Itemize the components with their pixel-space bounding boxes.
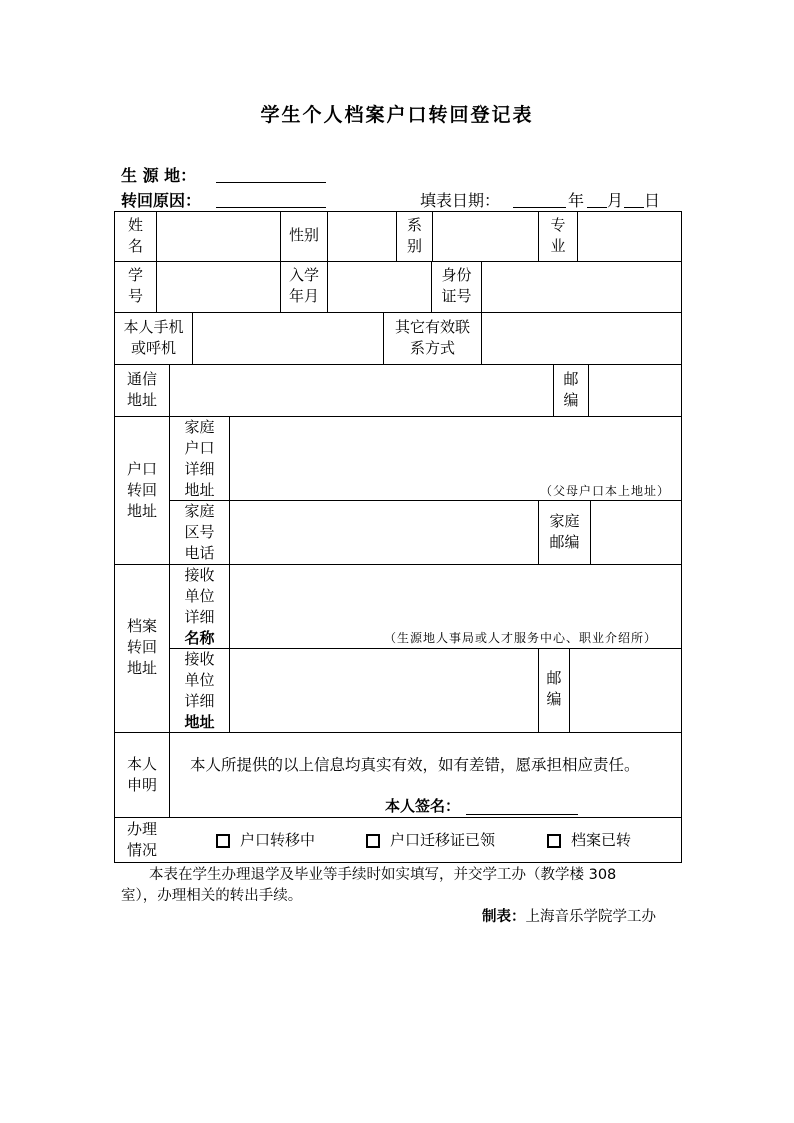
checkbox-icon[interactable] xyxy=(216,834,230,848)
origin-label: 生 源 地： xyxy=(121,166,197,185)
enroll-field[interactable] xyxy=(328,262,431,312)
major-field[interactable] xyxy=(578,212,681,261)
month-label: 月 xyxy=(607,191,624,210)
signature-label: 本人签名： xyxy=(385,797,461,815)
footer-note-line2: 室），办理相关的转出手续。 xyxy=(121,888,303,904)
declaration-text: 本人所提供的以上信息均真实有效，如有差错，愿承担相应责任。 xyxy=(190,756,640,774)
form-title: 学生个人档案户口转回登记表 xyxy=(260,104,534,126)
name-field[interactable] xyxy=(157,212,280,261)
name-label: 姓 名 xyxy=(127,216,143,255)
id-no-label: 身份 证号 xyxy=(441,266,472,305)
hukou-label: 户口 转回 地址 xyxy=(126,460,157,520)
home-addr-note: （父母户口本上地址） xyxy=(540,484,671,498)
footer-note-line1: 本表在学生办理退学及毕业等手续时如实填写，并交学工办（教学楼 308 xyxy=(149,867,617,883)
day-label: 日 xyxy=(644,191,661,210)
home-addr-label: 家庭 户口 详细 地址 xyxy=(184,418,215,499)
reason-field[interactable] xyxy=(216,191,326,208)
checkbox-icon[interactable] xyxy=(547,834,561,848)
mobile-label: 本人手机 或呼机 xyxy=(123,318,184,357)
day-field[interactable] xyxy=(624,191,644,208)
gender-field[interactable] xyxy=(328,212,396,261)
maker-name: 上海音乐学院学工办 xyxy=(525,909,656,925)
date-label: 填表日期： xyxy=(420,191,501,210)
enroll-label: 入学 年月 xyxy=(288,266,319,305)
home-postcode-field[interactable] xyxy=(591,501,681,564)
checkbox-icon[interactable] xyxy=(366,834,380,848)
mobile-field[interactable] xyxy=(193,313,383,364)
status-option-hukou-moving[interactable] xyxy=(216,829,315,850)
origin-field[interactable] xyxy=(216,166,326,183)
option-label: 户口转移中 xyxy=(240,831,316,849)
gender-label: 性别 xyxy=(288,226,319,244)
student-no-field[interactable] xyxy=(157,262,280,312)
unit-name-note: （生源地人事局或人才服务中心、职业介绍所） xyxy=(384,631,658,645)
maker-label: 制表： xyxy=(482,909,526,925)
dept-field[interactable] xyxy=(433,212,538,261)
address-field[interactable] xyxy=(170,365,553,416)
postcode-field[interactable] xyxy=(589,365,681,416)
home-phone-label: 家庭 区号 电话 xyxy=(184,502,215,562)
home-phone-field[interactable] xyxy=(230,501,538,564)
declaration-label: 本人 申明 xyxy=(126,755,157,794)
year-field[interactable] xyxy=(513,191,566,208)
major-label: 专 业 xyxy=(550,216,566,255)
unit-addr-field[interactable] xyxy=(230,649,538,732)
option-label: 户口迁移证已领 xyxy=(390,831,496,849)
student-no-label: 学 号 xyxy=(127,266,143,305)
postcode-label: 邮 编 xyxy=(563,370,579,409)
archive-label: 档案 转回 地址 xyxy=(126,617,157,677)
archive-postcode-field[interactable] xyxy=(570,649,681,732)
month-field[interactable] xyxy=(587,191,607,208)
option-label: 档案已转 xyxy=(571,831,632,849)
id-no-field[interactable] xyxy=(482,262,681,312)
address-label: 通信 地址 xyxy=(126,370,157,409)
footer-maker xyxy=(482,907,656,928)
home-postcode-label: 家庭 邮编 xyxy=(549,512,580,551)
year-label: 年 xyxy=(568,191,585,210)
status-label: 办理 情况 xyxy=(126,820,157,859)
other-contact-label: 其它有效联 系方式 xyxy=(394,318,470,357)
other-contact-field[interactable] xyxy=(482,313,681,364)
unit-addr-label: 接收 单位 详细 地址 xyxy=(184,650,215,731)
dept-label: 系 别 xyxy=(406,216,422,255)
signature-field[interactable] xyxy=(466,798,578,815)
archive-postcode-label: 邮 编 xyxy=(546,669,562,708)
unit-name-label: 接收 单位 详细 名称 xyxy=(184,566,215,647)
status-option-archive-transferred[interactable] xyxy=(547,829,631,850)
reason-label: 转回原因： xyxy=(121,191,202,210)
status-option-permit-received[interactable] xyxy=(366,829,495,850)
